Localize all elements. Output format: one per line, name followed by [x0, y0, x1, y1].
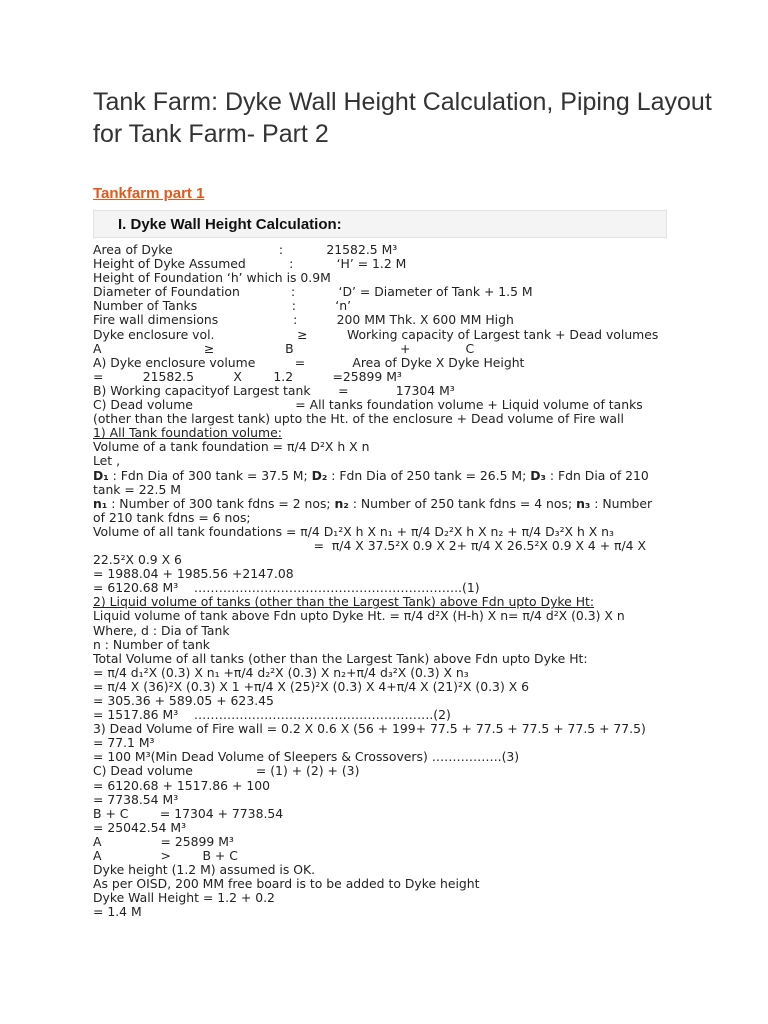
text-line: = 21582.5 X 1.2 =25899 M³ — [93, 368, 402, 384]
text-line: B) Working capacityof Largest tank = 17304 M³ — [93, 382, 455, 398]
section-heading: I. Dyke Wall Height Calculation: — [118, 216, 342, 233]
text-line: of 210 tank fdns = 6 nos; — [93, 509, 251, 525]
page-title: Tank Farm: Dyke Wall Height Calculation, Piping Layout for Tank Farm- Part 2 — [93, 88, 712, 148]
text-line: (other than the largest tank) upto the Ht. of the enclosure + Dead volume of Fire wall — [93, 411, 624, 427]
text-line: C) Dead volume = (1) + (2) + (3) — [93, 763, 360, 779]
text-line: Area of Dyke : 21582.5 M³ — [93, 242, 398, 257]
text-line: Dyke Wall Height = 1.2 + 0.2 — [93, 890, 275, 906]
text-line: Fire wall dimensions : 200 MM Thk. X 600 MM High — [93, 312, 514, 328]
text-line: n₁ : Number of 300 tank fdns = 2 nos; n₂ : Number of 250 tank fdns = 4 nos; n₃ : Number — [93, 495, 653, 511]
text-line: = 77.1 M³ — [93, 735, 155, 751]
text-line: = 6120.68 M³ ………………………………………………………..(1) — [93, 580, 480, 596]
text-line: Let , — [93, 453, 121, 469]
text-line: Number of Tanks : ‘n’ — [93, 298, 352, 314]
text-line: Total Volume of all tanks (other than the Largest Tank) above Fdn upto Dyke Ht: — [93, 650, 588, 666]
text-line: A > B + C — [93, 848, 238, 864]
text-line: = π/4 d₁²X (0.3) X n₁ +π/4 d₂²X (0.3) X n₂+π/4 d₃²X (0.3) X n₃ — [93, 664, 469, 680]
text-line: tank = 22.5 M — [93, 481, 181, 497]
text-line: = 305.36 + 589.05 + 623.45 — [93, 693, 274, 708]
subheading-liquid-volume: 2) Liquid volume of tanks (other than the Largest Tank) above Fdn upto Dyke Ht: — [93, 594, 595, 610]
text-line: Where, d : Dia of Tank — [93, 622, 230, 638]
text-line: Diameter of Foundation : ‘D’ = Diameter of Tank + 1.5 M — [93, 284, 533, 300]
text-line: 22.5²X 0.9 X 6 — [93, 552, 182, 568]
text-line: = 25042.54 M³ — [93, 819, 187, 835]
text-line: Volume of a tank foundation = π/4 D²X h X n — [93, 439, 370, 455]
text-line: Dyke height (1.2 M) assumed is OK. — [93, 862, 316, 878]
text-line: = 1988.04 + 1985.56 +2147.08 — [93, 566, 294, 582]
subheading-foundation-volume: 1) All Tank foundation volume: — [93, 425, 282, 441]
text-line: = 1.4 M — [93, 904, 142, 920]
text-line: Height of Dyke Assumed : ‘H’ = 1.2 M — [93, 256, 407, 272]
text-line: = 7738.54 M³ — [93, 791, 179, 807]
text-line: B + C = 17304 + 7738.54 — [93, 805, 284, 821]
text-line: A = 25899 M³ — [93, 833, 234, 849]
text-line: Volume of all tank foundations = π/4 D₁²X h X n₁ + π/4 D₂²X h X n₂ + π/4 D₃²X h X n₃ — [93, 523, 615, 539]
text-line: n : Number of tank — [93, 636, 210, 652]
text-line: = π/4 X 37.5²X 0.9 X 2+ π/4 X 26.5²X 0.9 X 4 + π/4 X — [93, 537, 646, 553]
text-line: Liquid volume of tank above Fdn upto Dyke Ht. = π/4 d²X (H-h) X n= π/4 d²X (0.3) X n — [93, 608, 625, 624]
text-line: = 6120.68 + 1517.86 + 100 — [93, 777, 270, 793]
text-line: C) Dead volume = All tanks foundation volume + Liquid volume of tanks — [93, 397, 643, 413]
calculation-body — [93, 243, 693, 920]
text-line: Height of Foundation ‘h’ which is 0.9M — [93, 270, 331, 286]
text-line: = π/4 X (36)²X (0.3) X 1 +π/4 X (25)²X (0.3) X 4+π/4 X (21)²X (0.3) X 6 — [93, 678, 530, 694]
tankfarm-part1-link[interactable]: Tankfarm part 1 — [93, 185, 205, 202]
text-line: Dyke enclosure vol. ≥ Working capacity of Largest tank + Dead volumes — [93, 326, 659, 342]
text-line: A ≥ B + C — [93, 340, 475, 356]
text-line: A) Dyke enclosure volume = Area of Dyke X Dyke Height — [93, 354, 525, 370]
section-heading-box — [93, 210, 667, 238]
text-line: = 100 M³(Min Dead Volume of Sleepers & Crossovers) ……………..(3) — [93, 749, 520, 765]
text-line: = 1517.86 M³ ………………………………………………….(2) — [93, 707, 451, 723]
text-line: 3) Dead Volume of Fire wall = 0.2 X 0.6 X (56 + 199+ 77.5 + 77.5 + 77.5 + 77.5 + 77.5) — [93, 721, 646, 737]
text-line: As per OISD, 200 MM free board is to be added to Dyke height — [93, 876, 480, 892]
text-line: D₁ : Fdn Dia of 300 tank = 37.5 M; D₂ : Fdn Dia of 250 tank = 26.5 M; D₃ : Fdn Dia of 210 — [93, 467, 649, 483]
